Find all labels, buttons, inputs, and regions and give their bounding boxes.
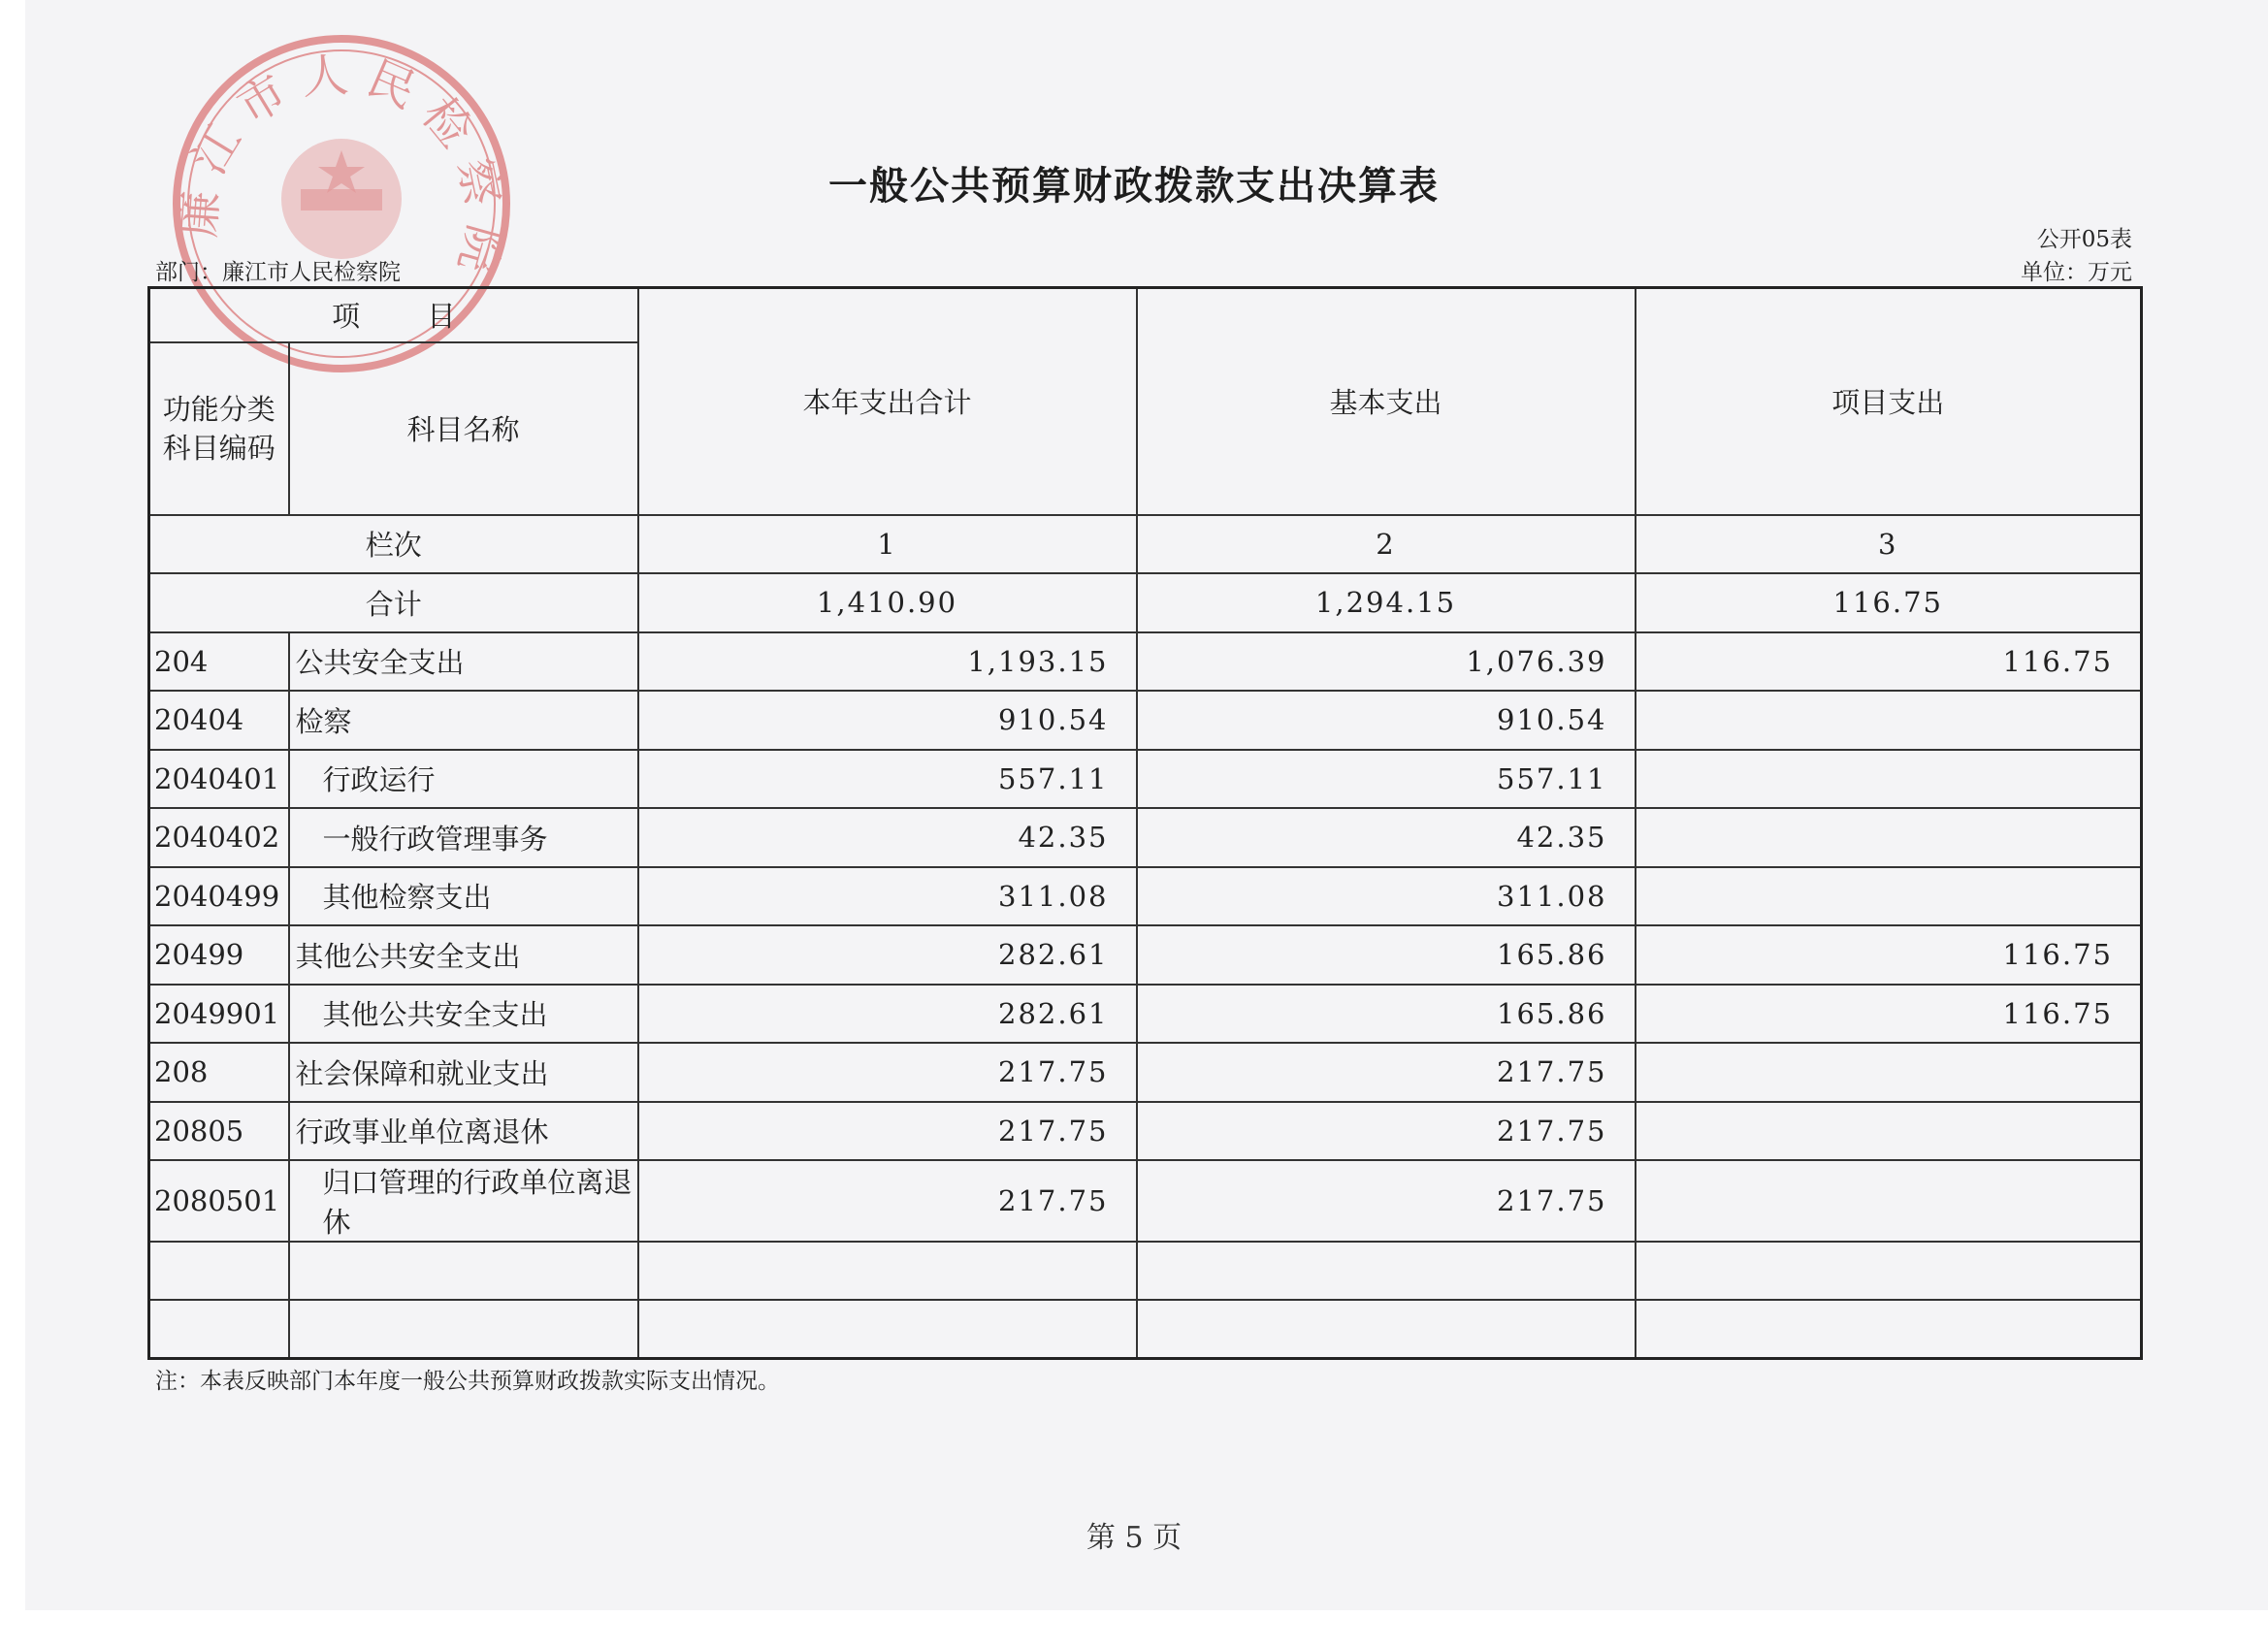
column-index-1: 1 bbox=[638, 515, 1137, 573]
row-code: 2080501 bbox=[149, 1160, 289, 1242]
column-index-2: 2 bbox=[1137, 515, 1636, 573]
page-number: 第 5 页 bbox=[1085, 1521, 1183, 1555]
table-row bbox=[149, 1043, 2142, 1102]
row-total: 282.61 bbox=[638, 925, 1137, 985]
header-code bbox=[149, 342, 289, 515]
table-row-empty bbox=[149, 1242, 2142, 1300]
row-project bbox=[1636, 808, 2142, 867]
header-project: 项 目 bbox=[149, 288, 638, 342]
row-name: 其他公共安全支出 bbox=[289, 925, 638, 985]
row-total: 42.35 bbox=[638, 808, 1137, 867]
row-code: 2040402 bbox=[149, 808, 289, 867]
row-project bbox=[1636, 750, 2142, 808]
row-basic: 165.86 bbox=[1137, 985, 1636, 1043]
row-name: 其他检察支出 bbox=[289, 867, 638, 925]
sum-basic: 1,294.15 bbox=[1137, 573, 1636, 632]
row-project bbox=[1636, 867, 2142, 925]
document-title: 一般公共预算财政拨款支出决算表 bbox=[828, 163, 1440, 209]
row-code: 2040499 bbox=[149, 867, 289, 925]
row-basic: 165.86 bbox=[1137, 925, 1636, 985]
row-project bbox=[1636, 1043, 2142, 1102]
header-code-line1: 功能分类 bbox=[162, 392, 275, 426]
row-total: 557.11 bbox=[638, 750, 1137, 808]
table-row-empty bbox=[149, 1300, 2142, 1359]
row-basic: 557.11 bbox=[1137, 750, 1636, 808]
row-name: 其他公共安全支出 bbox=[289, 985, 638, 1043]
row-total bbox=[638, 1300, 1137, 1359]
row-name: 检察 bbox=[289, 691, 638, 750]
row-name: 社会保障和就业支出 bbox=[289, 1043, 638, 1102]
form-code: 公开05表 bbox=[2036, 227, 2132, 252]
sum-project: 116.75 bbox=[1636, 573, 2142, 632]
row-project bbox=[1636, 1300, 2142, 1359]
row-name: 公共安全支出 bbox=[289, 632, 638, 691]
table-row bbox=[149, 985, 2142, 1043]
row-code: 20404 bbox=[149, 691, 289, 750]
row-project bbox=[1636, 1160, 2142, 1242]
row-project: 116.75 bbox=[1636, 985, 2142, 1043]
sum-label: 合计 bbox=[149, 573, 638, 632]
row-total bbox=[638, 1242, 1137, 1300]
row-name: 行政事业单位离退休 bbox=[289, 1102, 638, 1160]
header-code-line2: 科目编码 bbox=[162, 431, 275, 465]
budget-table bbox=[147, 286, 2143, 1360]
column-index-3: 3 bbox=[1636, 515, 2142, 573]
row-name: 一般行政管理事务 bbox=[289, 808, 638, 867]
row-total: 1,193.15 bbox=[638, 632, 1137, 691]
unit-label: 单位：万元 bbox=[2021, 260, 2132, 285]
row-basic: 217.75 bbox=[1137, 1043, 1636, 1102]
row-total: 217.75 bbox=[638, 1160, 1137, 1242]
row-basic: 311.08 bbox=[1137, 867, 1636, 925]
row-code: 2049901 bbox=[149, 985, 289, 1043]
table-row bbox=[149, 691, 2142, 750]
header-basic: 基本支出 bbox=[1137, 288, 1636, 515]
row-basic: 42.35 bbox=[1137, 808, 1636, 867]
table-row bbox=[149, 1102, 2142, 1160]
row-total: 311.08 bbox=[638, 867, 1137, 925]
row-name bbox=[289, 1242, 638, 1300]
footnote: 注：本表反映部门本年度一般公共预算财政拨款实际支出情况。 bbox=[155, 1369, 780, 1394]
table-row bbox=[149, 750, 2142, 808]
row-basic bbox=[1137, 1300, 1636, 1359]
row-basic: 1,076.39 bbox=[1137, 632, 1636, 691]
sum-row bbox=[149, 573, 2142, 632]
row-project: 116.75 bbox=[1636, 925, 2142, 985]
table-row bbox=[149, 1160, 2142, 1242]
row-name: 归口管理的行政单位离退休 bbox=[289, 1160, 638, 1242]
column-index-row bbox=[149, 515, 2142, 573]
row-project: 116.75 bbox=[1636, 632, 2142, 691]
row-project bbox=[1636, 1102, 2142, 1160]
table-row bbox=[149, 867, 2142, 925]
row-code: 20805 bbox=[149, 1102, 289, 1160]
row-total: 910.54 bbox=[638, 691, 1137, 750]
department-label: 部门：廉江市人民检察院 bbox=[155, 260, 401, 285]
row-project bbox=[1636, 1242, 2142, 1300]
row-basic: 217.75 bbox=[1137, 1102, 1636, 1160]
header-row-project bbox=[149, 288, 2142, 342]
header-name: 科目名称 bbox=[289, 342, 638, 515]
table-row bbox=[149, 632, 2142, 691]
seal-text: 廉江市人民检察院 bbox=[171, 47, 513, 292]
row-code: 204 bbox=[149, 632, 289, 691]
column-index-label: 栏次 bbox=[149, 515, 638, 573]
header-total: 本年支出合计 bbox=[638, 288, 1137, 515]
row-code: 2040401 bbox=[149, 750, 289, 808]
header-project-expense: 项目支出 bbox=[1636, 288, 2142, 515]
row-basic bbox=[1137, 1242, 1636, 1300]
row-code bbox=[149, 1300, 289, 1359]
row-basic: 217.75 bbox=[1137, 1160, 1636, 1242]
row-name: 行政运行 bbox=[289, 750, 638, 808]
sum-total: 1,410.90 bbox=[638, 573, 1137, 632]
row-total: 282.61 bbox=[638, 985, 1137, 1043]
page-margin bbox=[0, 1610, 2268, 1649]
row-total: 217.75 bbox=[638, 1043, 1137, 1102]
row-basic: 910.54 bbox=[1137, 691, 1636, 750]
row-code: 208 bbox=[149, 1043, 289, 1102]
row-code: 20499 bbox=[149, 925, 289, 985]
row-total: 217.75 bbox=[638, 1102, 1137, 1160]
row-project bbox=[1636, 691, 2142, 750]
row-code bbox=[149, 1242, 289, 1300]
table-row bbox=[149, 925, 2142, 985]
table-row bbox=[149, 808, 2142, 867]
row-name bbox=[289, 1300, 638, 1359]
